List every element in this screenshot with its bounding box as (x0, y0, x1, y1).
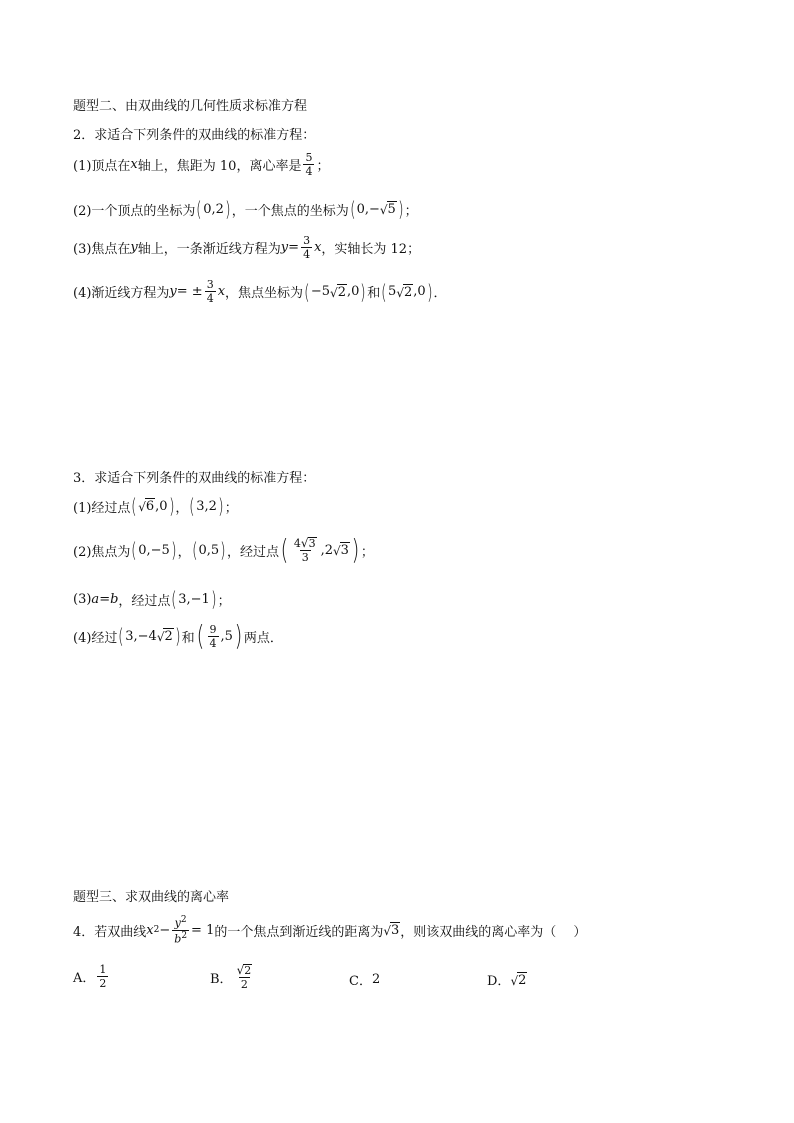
radicand: 2 (403, 284, 413, 300)
sqrt (333, 542, 350, 558)
fraction (205, 279, 216, 304)
paren-left: ( (196, 197, 203, 221)
radicand: 2 (244, 964, 252, 977)
fraction (208, 624, 219, 649)
fraction (303, 152, 314, 177)
radicand: 3 (340, 543, 349, 558)
text: ，焦点坐标为 (225, 286, 304, 301)
radicand: 3 (308, 537, 316, 550)
paren-left: ( (280, 533, 289, 566)
option-d[interactable] (487, 970, 527, 989)
point: 3,2 (196, 498, 217, 514)
var-y: y (169, 284, 177, 299)
radical-sign: √ (332, 544, 341, 558)
fraction (301, 235, 312, 260)
exponent: 2 (180, 915, 187, 925)
var-x: x (130, 157, 138, 172)
text: 轴上，一条渐近线方程为 (137, 242, 281, 257)
coefficient: 4 (293, 537, 301, 550)
paren-right: ) (174, 624, 181, 648)
radicand: 6 (145, 499, 155, 514)
fraction (172, 916, 189, 944)
equals: = (288, 240, 300, 255)
text: (4)经过 (73, 630, 118, 646)
numerator: 9 (209, 622, 217, 636)
point-part: ,2 (320, 542, 333, 558)
var-x: x (217, 284, 226, 299)
radicand: 3 (391, 923, 400, 939)
text: 4．若双曲线 (73, 924, 147, 940)
point-part: −5 (310, 284, 331, 299)
text: 和 (367, 286, 381, 301)
denominator: 4 (206, 292, 214, 305)
radical-sign: √ (383, 924, 392, 939)
option-c[interactable] (349, 970, 380, 989)
paren-right: ) (234, 619, 243, 652)
exponent: 2 (153, 925, 160, 936)
denominator: 4 (303, 248, 311, 261)
paren-right: ) (225, 197, 231, 221)
q2-item-2 (73, 199, 754, 219)
option-label: D． (487, 974, 511, 989)
option-b[interactable] (210, 964, 256, 990)
q4-stem (73, 916, 754, 944)
paren-right: ) (220, 538, 226, 562)
radical-sign: √ (138, 500, 146, 514)
radical-sign: √ (330, 285, 338, 300)
text: ； (316, 159, 330, 174)
denominator: 4 (209, 636, 217, 650)
q4-options (73, 964, 754, 1004)
q3-stem: 3．求适合下列条件的双曲线的标准方程： (73, 471, 316, 486)
point-part: 5 (388, 284, 397, 299)
paren-right: ) (211, 587, 217, 611)
point-part: ,0 (155, 498, 168, 514)
radicand: 2 (518, 972, 527, 988)
var-y: y (130, 240, 138, 255)
equals: = 1 (191, 922, 215, 938)
numerator: 3 (303, 234, 311, 247)
var-y: y (174, 916, 181, 930)
denominator: 2 (240, 978, 248, 991)
q2-item-4 (73, 279, 754, 304)
text: ； (404, 203, 418, 219)
minus: − (159, 922, 171, 938)
text: (3) (73, 591, 92, 607)
paren-left: ( (131, 494, 138, 518)
point-part: ,0 (346, 284, 360, 299)
point-part: 3,−4 (125, 628, 157, 644)
numerator (235, 964, 255, 977)
exponent: 2 (181, 930, 188, 941)
paren-right: ) (360, 279, 367, 304)
radical-sign: √ (396, 285, 404, 300)
option-label: C． (349, 974, 372, 989)
point-part: ,5 (220, 628, 233, 644)
numerator: 3 (206, 278, 214, 291)
paren-right: ) (218, 494, 224, 518)
var-b: b (110, 591, 119, 607)
text: ，经过点 (118, 593, 171, 609)
denominator (172, 930, 189, 945)
sqrt (380, 201, 397, 217)
option-a[interactable] (73, 964, 110, 989)
sqrt (383, 922, 400, 938)
text: 的一个焦点到渐近线的距离为 (214, 924, 384, 940)
text: ； (360, 544, 374, 560)
text: (1)顶点在 (73, 159, 131, 174)
sqrt (330, 284, 347, 300)
var-x: x (314, 240, 322, 255)
paren-left: ( (131, 538, 138, 562)
text: (3)焦点在 (73, 242, 131, 257)
q3-item-3 (73, 589, 754, 609)
text: (2)一个顶点的坐标为 (73, 203, 196, 219)
sqrt (237, 964, 253, 976)
equals-plus-minus: = ± (176, 284, 203, 299)
var-y: y (280, 240, 289, 255)
text: ，经过点 (226, 544, 279, 560)
text: (4)渐近线方程为 (73, 286, 170, 301)
radical-sign: √ (156, 630, 165, 644)
paren-right: ) (170, 538, 177, 562)
q3-item-2 (73, 533, 754, 566)
paren-left: ( (349, 197, 356, 221)
paren-left: ( (191, 538, 198, 562)
text: 和 (181, 630, 195, 646)
section-title-3: 题型三、求双曲线的离心率 (73, 890, 230, 905)
fraction (235, 964, 255, 990)
option-label: B． (210, 971, 233, 987)
sqrt (301, 537, 317, 549)
denominator: 2 (99, 977, 107, 990)
paren-right: ) (168, 494, 175, 518)
text: ， (177, 544, 191, 560)
numerator: 5 (305, 151, 313, 164)
point: 0,−5 (138, 542, 170, 558)
radical-sign: √ (510, 973, 519, 988)
sqrt (396, 284, 413, 300)
option-label: A． (73, 971, 96, 986)
denominator: 3 (301, 551, 309, 564)
sqrt (510, 972, 527, 988)
fraction (97, 964, 108, 989)
point-part: ,0 (413, 284, 426, 299)
radicand: 2 (337, 284, 346, 300)
text: (2)焦点为 (73, 544, 131, 560)
text: ． (433, 286, 447, 301)
paren-right: ) (426, 279, 433, 304)
fraction (292, 537, 319, 563)
q3-item-1 (73, 496, 754, 516)
numerator (292, 537, 319, 550)
denominator: 4 (305, 165, 313, 178)
point: 0,2 (203, 201, 224, 217)
text: 两点． (243, 630, 283, 646)
var-a: a (91, 591, 100, 607)
radical-sign: √ (300, 536, 309, 550)
text: ； (217, 593, 231, 609)
paren-left: ( (304, 279, 310, 304)
sqrt (138, 498, 155, 514)
paren-right: ) (397, 197, 404, 221)
text: 轴上，焦距为 10，离心率是 (137, 159, 302, 174)
option-value: 2 (371, 972, 381, 987)
numerator: 1 (99, 963, 107, 976)
text: ，实轴长为 12； (321, 242, 421, 257)
point: 0,− (356, 201, 380, 217)
radicand: 2 (164, 629, 173, 644)
radical-sign: √ (236, 963, 245, 977)
q2-stem: 2．求适合下列条件的双曲线的标准方程： (73, 128, 316, 143)
text: ，则该双曲线的离心率为（ ） (400, 924, 587, 940)
numerator (173, 916, 189, 930)
equals: = (99, 591, 111, 607)
q3-item-4 (73, 619, 754, 652)
paren-left: ( (171, 587, 178, 611)
var-x: x (146, 922, 154, 938)
sqrt (157, 628, 174, 644)
text: ； (224, 500, 238, 516)
paren-right: ) (351, 533, 360, 566)
point: 3,−1 (178, 591, 210, 607)
text: ，一个焦点的坐标为 (231, 203, 349, 219)
paren-left: ( (118, 624, 125, 648)
paren-left: ( (196, 619, 204, 652)
var-b: b (174, 932, 182, 946)
paren-left: ( (381, 279, 387, 304)
section-title-2: 题型二、由双曲线的几何性质求标准方程 (73, 99, 308, 114)
text: ， (175, 500, 189, 516)
q2-item-3 (73, 235, 754, 260)
radicand: 5 (387, 202, 396, 217)
radical-sign: √ (379, 203, 388, 217)
point: 0,5 (198, 542, 220, 558)
q2-item-1 (73, 152, 754, 177)
text: (1)经过点 (73, 500, 131, 516)
paren-left: ( (189, 494, 196, 518)
